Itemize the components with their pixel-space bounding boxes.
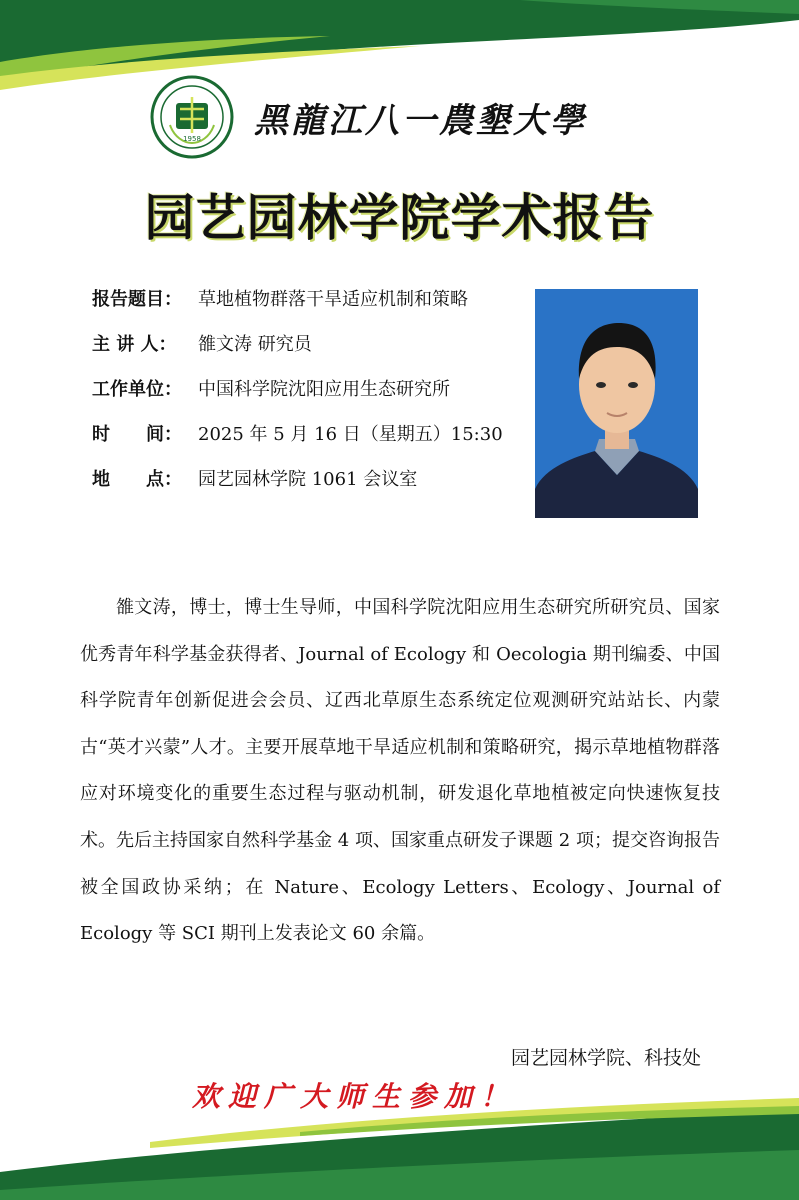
affiliation-value: 中国科学院沈阳应用生态研究所 <box>198 379 450 400</box>
speaker-bio <box>80 585 720 958</box>
location-label: 地 点： <box>92 469 182 490</box>
bottom-decoration <box>0 1090 799 1200</box>
university-header <box>150 75 650 165</box>
page-title: 园艺园林学院学术报告 <box>144 189 655 247</box>
speaker-portrait <box>535 289 698 518</box>
logo-year: 1958 <box>183 135 201 143</box>
info-row-affiliation <box>92 372 532 417</box>
speaker-value: 雒文涛 研究员 <box>198 334 312 355</box>
welcome-message: 欢迎广大师生参加！ <box>192 1080 517 1113</box>
time-value: 2025 年 5 月 16 日（星期五）15:30 <box>198 424 503 445</box>
affiliation-label: 工作单位： <box>92 379 182 400</box>
info-row-location <box>92 462 532 507</box>
speaker-label: 主 讲 人： <box>92 334 177 355</box>
topic-label: 报告题目： <box>92 289 182 310</box>
university-name: 黑龍江八一農墾大學 <box>254 101 587 141</box>
topic-value: 草地植物群落干旱适应机制和策略 <box>198 289 468 310</box>
organizer: 园艺园林学院、科技处 <box>510 1047 701 1069</box>
report-info <box>92 282 532 507</box>
location-value: 园艺园林学院 1061 会议室 <box>198 469 418 490</box>
info-row-time <box>92 417 532 462</box>
info-row-speaker <box>92 327 532 372</box>
bio-text: 雒文涛，博士，博士生导师，中国科学院沈阳应用生态研究所研究员、国家优秀青年科学基金获得者、Journal of Ecology 和 Oecologia 期刊编委、中国科学院青年创新促进会会员、辽西北草原生态系统定位观测研究站站长、内蒙古“英才兴蒙”人才。主要开展草地干旱适应机制和策略研究，揭示草地植物群落应对环境变化的重要生态过程与驱动机制，研发退化草地植被定向快速恢复技术。先后主持国家自然科学基金 4 项、国家重点研发子课题 2 项；提交咨询报告被全国政协采纳；在 Nature、Ecology Letters、Ecology、Journal of Ecology 等 SCI 期刊上发表论文 60 余篇。 <box>80 597 720 945</box>
time-label: 时 间： <box>92 424 182 445</box>
university-logo-icon <box>150 75 234 159</box>
info-row-topic <box>92 282 532 327</box>
